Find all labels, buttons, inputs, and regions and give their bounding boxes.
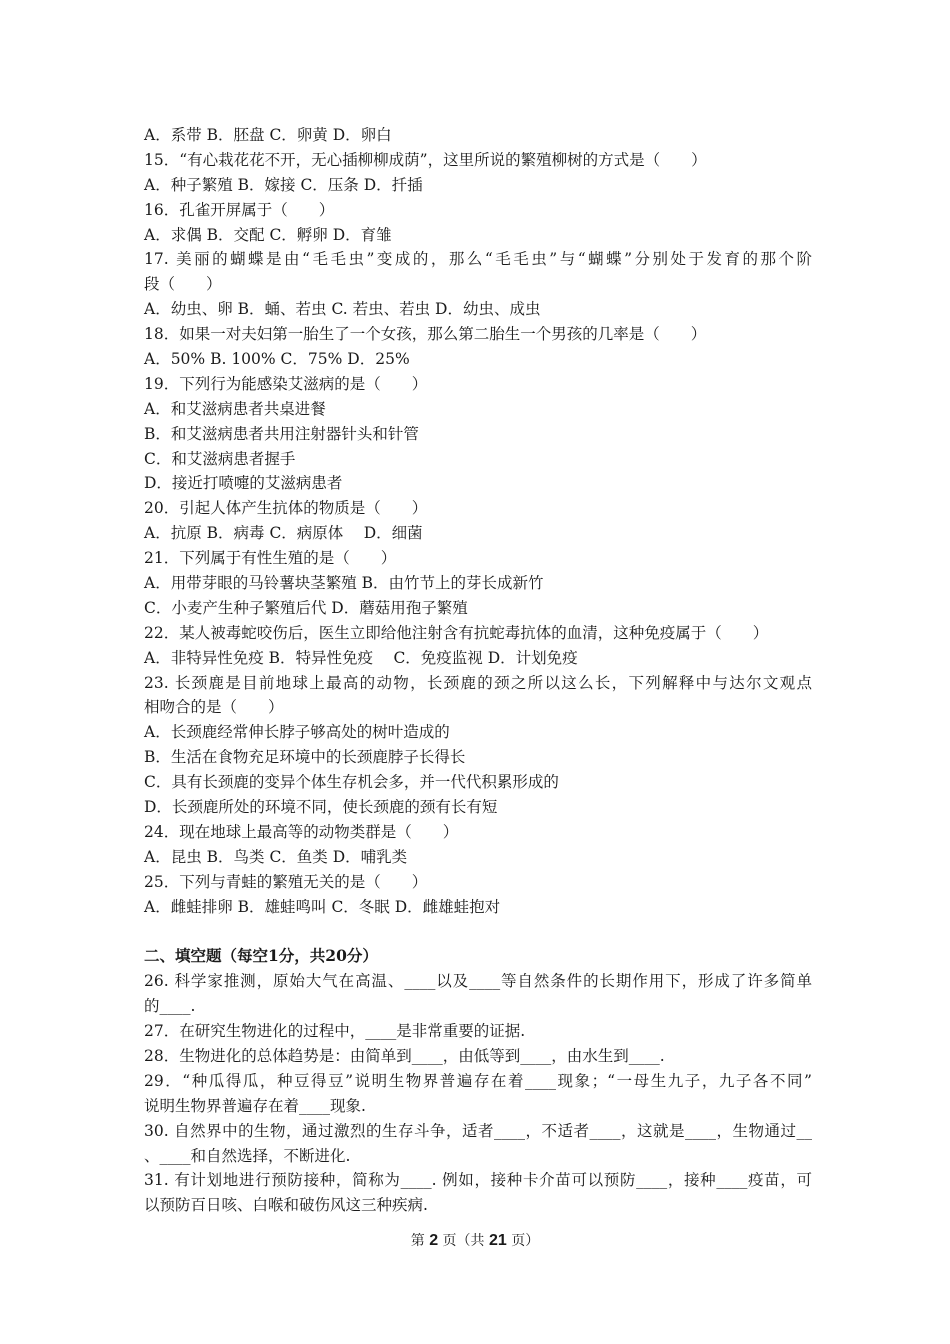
text-line: 28．生物进化的总体趋势是：由简单到____，由低等到____，由水生到____.: [144, 1046, 665, 1065]
text-line: A．抗原 B．病毒 C．病原体 D．细菌: [144, 524, 423, 543]
text-line: A．系带 B．胚盘 C．卵黄 D．卵白: [144, 126, 392, 144]
text-line: 20．引起人体产生抗体的物质是（ ）: [144, 499, 428, 518]
text-line: A．非特异性免疫 B．特异性免疫 C．免疫监视 D．计划免疫: [144, 648, 578, 667]
text-line: A．雌蛙排卵 B．雄蛙鸣叫 C．冬眠 D．雌雄蛙抱对: [144, 897, 501, 916]
footer-mid: 页（共: [438, 1233, 489, 1249]
text-line: 31. 有计划地进行预防接种，简称为____. 例如，接种卡介苗可以预防____，接种____疫苗，可: [144, 1171, 812, 1190]
text-line: 25．下列与青蛙的繁殖无关的是（ ）: [144, 872, 428, 891]
text-line: 24．现在地球上最高等的动物类群是（ ）: [144, 822, 459, 841]
section-gap: [144, 920, 812, 945]
text-line: 21．下列属于有性生殖的是（ ）: [144, 549, 397, 568]
text-line: D．长颈鹿所处的环境不同，使长颈鹿的颈有长有短: [144, 798, 498, 817]
page-content: [144, 123, 812, 1218]
text-line: A．昆虫 B．鸟类 C．鱼类 D．哺乳类: [144, 847, 408, 866]
footer-total-pages: 21: [489, 1232, 507, 1249]
text-line: A．求偶 B．交配 C．孵卵 D．育雏: [144, 225, 392, 244]
text-line: 22．某人被毒蛇咬伤后，医生立即给他注射含有抗蛇毒抗体的血清，这种免疫属于（ ）: [144, 623, 769, 642]
text-line: A．和艾滋病患者共桌进餐: [144, 399, 326, 418]
fill-in-lines: [144, 969, 812, 1218]
text-line: C．具有长颈鹿的变异个体生存机会多，并一代代积累形成的: [144, 773, 559, 792]
question-lines: [144, 123, 812, 920]
text-line: 29．“种瓜得瓜，种豆得豆”说明生物界普遍存在着____现象；“一母生九子，九子各不同”: [144, 1071, 812, 1090]
text-line: 19．下列行为能感染艾滋病的是（ ）: [144, 374, 428, 393]
page-footer: [0, 1230, 950, 1250]
text-line: A．种子繁殖 B．嫁接 C．压条 D．扦插: [144, 175, 423, 194]
text-line: 26. 科学家推测，原始大气在高温、____以及____等自然条件的长期作用下，形成了许多简单: [144, 972, 812, 991]
text-line: 15．“有心栽花花不开，无心插柳柳成荫”，这里所说的繁殖柳树的方式是（ ）: [144, 150, 707, 169]
text-line: 的____.: [144, 997, 196, 1016]
text-line: C．和艾滋病患者握手: [144, 449, 296, 468]
footer-page-number: 2: [429, 1232, 439, 1249]
text-line: 18．如果一对夫妇第一胎生了一个女孩，那么第二胎生一个男孩的几率是（ ）: [144, 325, 707, 344]
text-line: C．小麦产生种子繁殖后代 D．蘑菇用孢子繁殖: [144, 598, 468, 617]
text-line: 说明生物界普遍存在着____现象.: [144, 1096, 366, 1115]
text-line: 段（ ）: [144, 275, 222, 294]
footer-prefix: 第: [410, 1233, 430, 1249]
text-line: 以预防百日咳、白喉和破伤风这三种疾病.: [144, 1196, 428, 1215]
text-line: A．幼虫、卵 B．蛹、若虫 C. 若虫、若虫 D．幼虫、成虫: [144, 300, 541, 319]
text-line: A．50% B. 100% C．75% D．25%: [144, 350, 410, 369]
text-line: 相吻合的是（ ）: [144, 698, 284, 717]
text-line: 30. 自然界中的生物，通过激烈的生存斗争，适者____，不适者____，这就是____，生物通过__: [144, 1121, 812, 1140]
text-line: 16．孔雀开屏属于（ ）: [144, 200, 335, 219]
text-line: B．和艾滋病患者共用注射器针头和针管: [144, 424, 419, 443]
text-line: D．接近打喷嚏的艾滋病患者: [144, 474, 343, 493]
footer-suffix: 页）: [506, 1233, 540, 1249]
text-line: 27．在研究生物进化的过程中，____是非常重要的证据.: [144, 1022, 526, 1041]
text-line: A．用带芽眼的马铃薯块茎繁殖 B．由竹节上的芽长成新竹: [144, 574, 544, 593]
section-title: 二、填空题（每空1分，共20分）: [144, 946, 378, 966]
text-line: 、____和自然选择，不断进化.: [144, 1146, 351, 1165]
text-line: 23. 长颈鹿是目前地球上最高的动物，长颈鹿的颈之所以这么长，下列解释中与达尔文观点: [144, 673, 812, 692]
text-line: A．长颈鹿经常伸长脖子够高处的树叶造成的: [144, 723, 450, 742]
text-line: 17. 美丽的蝴蝶是由“毛毛虫”变成的，那么“毛毛虫”与“蝴蝶”分别处于发育的那个阶: [144, 250, 812, 269]
text-line: B．生活在食物充足环境中的长颈鹿脖子长得长: [144, 748, 466, 767]
